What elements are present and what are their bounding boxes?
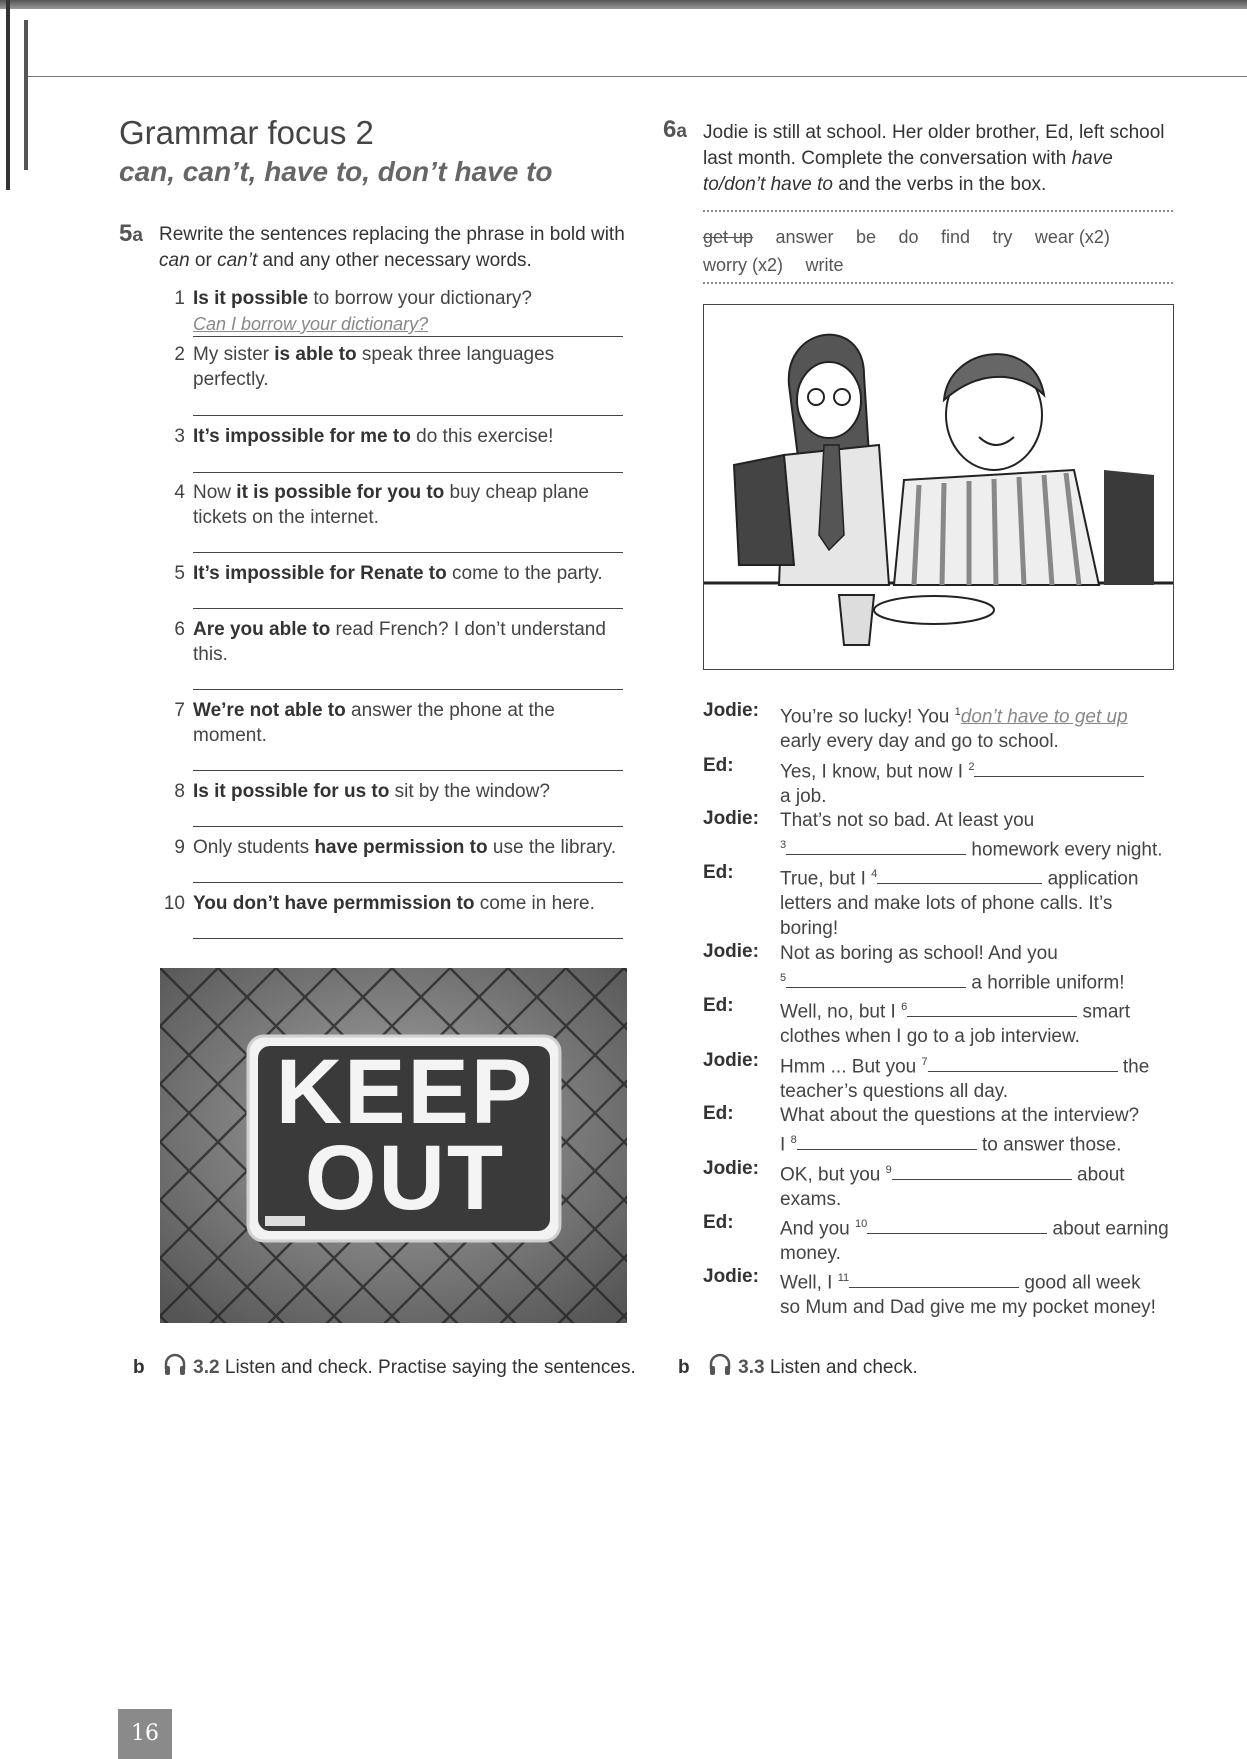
speaker-label: Ed: — [703, 862, 734, 883]
item-number: 8 — [174, 781, 185, 802]
item-text: speak three languages perfectly. — [193, 344, 555, 390]
item-number: 1 — [174, 288, 185, 309]
list-item — [174, 480, 613, 530]
dialogue-text: What about the questions at the interview? — [780, 1105, 1140, 1126]
dialogue-text: teacher’s questions all day. — [780, 1081, 1009, 1103]
dialogue-text: Not as boring as school! And you — [780, 943, 1058, 964]
dialogue-text: the — [1117, 1056, 1150, 1078]
item-bold: It’s impossible for me to — [193, 426, 411, 447]
answer-line[interactable] — [193, 415, 623, 416]
dialogue-line — [780, 1158, 1180, 1212]
example-answer — [193, 314, 428, 335]
item-text: come in here. — [474, 893, 595, 914]
instruction-text: and the verbs in the box. — [832, 174, 1047, 195]
dialogue-text: I — [780, 1134, 791, 1156]
gap-number: 11 — [837, 1272, 850, 1284]
item-bold: it is possible for you to — [236, 482, 445, 503]
item-text: to borrow your dictionary? — [308, 288, 532, 309]
item-number: 6 — [174, 619, 185, 640]
answer-line[interactable] — [193, 552, 623, 553]
answer-blank[interactable] — [907, 998, 1077, 1017]
item-bold: Is it possible — [193, 288, 309, 309]
sign-keep: KEEP — [275, 1041, 535, 1143]
dialogue-text: a horrible uniform! — [966, 972, 1125, 994]
word-box — [703, 210, 1173, 284]
item-text: do this exercise! — [410, 426, 554, 447]
exercise-5b-letter: b — [133, 1357, 145, 1378]
list-item — [174, 342, 613, 392]
dialogue-text: so Mum and Dad give me my pocket money! — [780, 1297, 1156, 1319]
item-text: sit by the window? — [389, 781, 550, 802]
page-number: 16 — [118, 1709, 172, 1759]
list-item — [174, 698, 593, 748]
answer-blank[interactable] — [786, 969, 966, 988]
word-answer: answer — [775, 227, 834, 247]
gap-number: 9 — [885, 1164, 892, 1176]
word-try: try — [992, 227, 1013, 247]
dialogue-line — [780, 1103, 1180, 1157]
speaker-label: Jodie: — [703, 1266, 759, 1287]
word-find: find — [940, 227, 970, 247]
item-text: come to the party. — [446, 563, 603, 584]
dialogue-text: You’re so lucky! You — [780, 706, 955, 728]
dialogue-text: a job. — [780, 786, 827, 808]
speaker-label: Jodie: — [703, 1050, 759, 1071]
item-text: Now — [193, 482, 237, 503]
speaker-label: Ed: — [703, 755, 734, 776]
dialogue-text: Well, I — [780, 1272, 838, 1294]
item-bold: have permission to — [314, 837, 488, 858]
dialogue-text: about — [1071, 1164, 1125, 1186]
answer-blank[interactable] — [849, 1269, 1019, 1288]
list-item — [163, 891, 633, 916]
dialogue-line — [780, 700, 1180, 754]
instruction-italic: have to/don’t have to — [703, 148, 1113, 195]
headphones-icon[interactable] — [707, 1353, 733, 1375]
answer-line[interactable] — [193, 882, 623, 883]
speaker-label: Jodie: — [703, 808, 759, 829]
dialogue-text: That’s not so bad. At least you — [780, 810, 1035, 831]
answer-blank[interactable] — [797, 1131, 977, 1150]
exercise-5b-text: Listen and check. Practise saying the sentences. — [224, 1357, 636, 1378]
item-bold: We’re not able to — [193, 700, 346, 721]
speaker-label: Jodie: — [703, 1158, 759, 1179]
dialogue-text: smart — [1077, 1001, 1131, 1023]
gap-number: 7 — [921, 1056, 928, 1068]
item-bold: You don’t have permmission to — [193, 893, 475, 914]
exercise-6b-text: Listen and check. — [769, 1357, 918, 1378]
answer-line[interactable] — [193, 608, 623, 609]
list-item — [174, 617, 623, 667]
item-number: 9 — [174, 837, 185, 858]
dialogue-text: about earning — [1047, 1218, 1169, 1240]
example-answer-text: Can I borrow your dictionary? — [193, 314, 429, 334]
dialogue-text: clothes when I go to a job interview. — [780, 1026, 1080, 1048]
list-item — [174, 561, 633, 586]
answer-blank[interactable] — [867, 1215, 1047, 1234]
gap-number: 5 — [780, 972, 787, 984]
dialogue-text: to answer those. — [976, 1134, 1122, 1156]
item-bold: Is it possible for us to — [193, 781, 390, 802]
speaker-label: Ed: — [703, 995, 734, 1016]
word-write: write — [805, 255, 844, 275]
item-bold: is able to — [274, 344, 357, 365]
list-item — [174, 835, 633, 860]
dialogue-text: exams. — [780, 1189, 842, 1211]
gap-number: 1 — [954, 706, 961, 718]
headphones-icon[interactable] — [162, 1353, 188, 1375]
header-rule — [28, 76, 1247, 77]
dialogue-text: early every day and go to school. — [780, 731, 1059, 753]
dialogue-text: And you — [780, 1218, 855, 1240]
dialogue-text: OK, but you — [780, 1164, 886, 1186]
answer-line[interactable] — [193, 770, 623, 771]
speaker-label: Ed: — [703, 1103, 734, 1124]
dialogue-text: homework every night. — [966, 839, 1163, 861]
gap-number: 6 — [901, 1001, 908, 1013]
answer-blank[interactable] — [877, 865, 1042, 884]
dialogue-line — [780, 755, 1180, 809]
page-left-border — [6, 0, 10, 190]
dialogue-line — [780, 995, 1180, 1049]
exercise-5a-number: 5a — [119, 220, 143, 247]
dialogue-line — [780, 1266, 1190, 1320]
word-wear: wear (x2) — [1034, 227, 1110, 247]
answer-line[interactable] — [193, 472, 623, 473]
item-text: read French? I don’t understand this. — [193, 619, 606, 665]
answer-line[interactable] — [193, 336, 623, 337]
item-number: 4 — [174, 482, 185, 503]
item-number: 7 — [174, 700, 185, 721]
item-text: use the library. — [487, 837, 617, 858]
answer-blank[interactable] — [928, 1053, 1118, 1072]
exercise-6b-letter: b — [678, 1357, 690, 1378]
speaker-label: Jodie: — [703, 941, 759, 962]
page-top-border — [0, 0, 1247, 9]
word-get-up: get up — [703, 227, 754, 247]
dialogue-text: money. — [780, 1243, 841, 1265]
gap-number: 10 — [855, 1218, 868, 1230]
item-bold: It’s impossible for Renate to — [193, 563, 447, 584]
answer-blank[interactable] — [892, 1161, 1072, 1180]
item-text: answer the phone at the moment. — [193, 700, 555, 746]
dialogue-line — [780, 1050, 1180, 1104]
answer-line[interactable] — [193, 826, 623, 827]
dialogue-line — [780, 808, 1180, 862]
sign-out: OUT — [304, 1127, 506, 1229]
item-text: My sister — [193, 344, 275, 365]
item-bold: Are you able to — [193, 619, 331, 640]
dialogue-text: Well, no, but I — [780, 1001, 902, 1023]
dialogue-line — [780, 941, 1180, 995]
item-number: 5 — [174, 563, 185, 584]
item-text: buy cheap plane tickets on the internet. — [193, 482, 589, 528]
exercise-5a-instruction: Rewrite the sentences replacing the phrase in bold with can or can’t and any other necessary words. — [159, 224, 625, 271]
gap-number: 3 — [780, 839, 787, 851]
word-do: do — [898, 227, 919, 247]
word-be: be — [855, 227, 877, 247]
dialogue-text: Hmm ... But you — [780, 1056, 922, 1078]
speaker-label: Ed: — [703, 1212, 734, 1233]
dialogue-text: letters and make lots of phone calls. It’s — [780, 893, 1113, 915]
item-number: 10 — [163, 893, 185, 914]
dialogue-text: Yes, I know, but now I — [780, 761, 969, 783]
answer-blank[interactable] — [974, 758, 1144, 777]
list-item — [174, 424, 623, 449]
instruction-text: Jodie is still at school. Her older brother, Ed, left school last month. Complete the conversation with — [703, 122, 1165, 169]
gap-number: 2 — [968, 761, 975, 773]
gap-number: 4 — [871, 868, 878, 880]
item-number: 2 — [174, 344, 185, 365]
list-item — [174, 779, 623, 804]
dialogue-text: True, but I — [780, 868, 872, 890]
dialogue-text: boring! — [780, 918, 839, 940]
exercise-6b — [678, 1353, 918, 1379]
list-item — [174, 286, 623, 311]
answer-line[interactable] — [193, 938, 623, 939]
dialogue-text: good all week — [1019, 1272, 1141, 1294]
keep-out-photo — [160, 968, 627, 1323]
jodie-and-ed-illustration — [703, 304, 1174, 670]
dialogue-line — [780, 862, 1180, 941]
exercise-6a-number: 6a — [663, 116, 687, 143]
example-answer: don’t have to get up — [960, 706, 1128, 728]
answer-line[interactable] — [193, 689, 623, 690]
word-worry: worry (x2) — [703, 255, 783, 275]
section-subtitle: can, can’t, have to, don’t have to — [119, 156, 553, 187]
exercise-6a-instruction — [703, 120, 1173, 198]
section-title: Grammar focus 2 — [119, 114, 374, 151]
exercise-5b — [133, 1353, 636, 1379]
item-number: 3 — [174, 426, 185, 447]
answer-blank[interactable] — [786, 836, 966, 855]
dialogue-text: application — [1042, 868, 1139, 890]
gap-number: 8 — [790, 1134, 797, 1146]
page-left-border-inner — [24, 20, 28, 170]
dialogue-line — [780, 1212, 1190, 1266]
track-number: 3.3 — [738, 1357, 765, 1378]
speaker-label: Jodie: — [703, 700, 759, 721]
track-number: 3.2 — [193, 1357, 220, 1378]
item-text: Only students — [193, 837, 315, 858]
